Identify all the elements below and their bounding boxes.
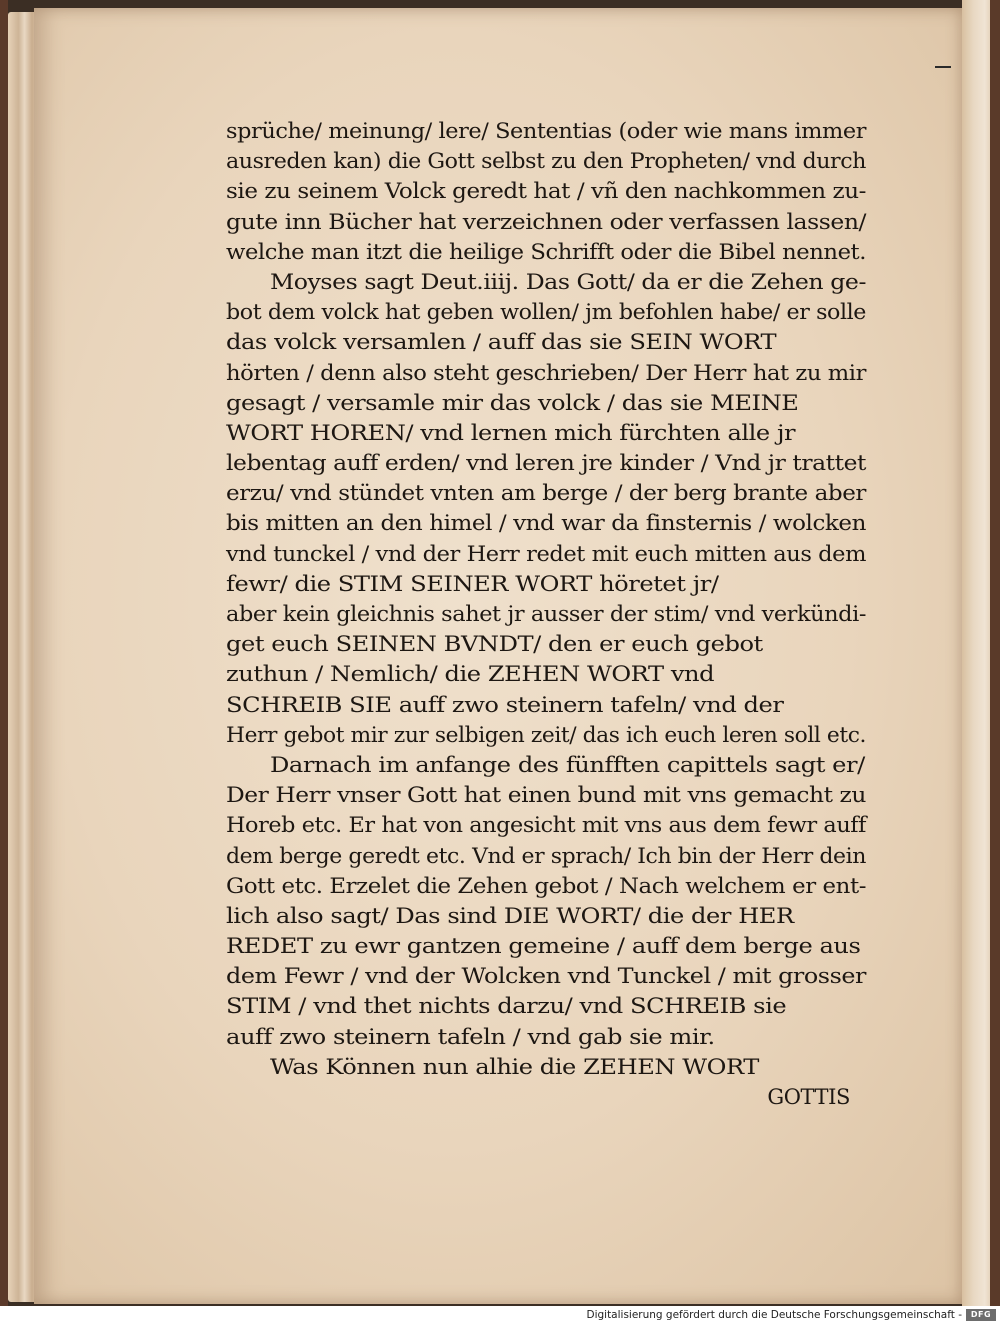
- text-line: lebentag auff erden/ vnd leren jre kinder / Vnd jr trattet: [226, 451, 866, 476]
- catch-dash: [935, 66, 951, 68]
- text-line: auff zwo steinern tafeln / vnd gab sie mir.: [226, 1024, 715, 1049]
- text-line: welche man itzt die heilige Schrifft oder die Bibel nennet.: [226, 239, 866, 264]
- text-line: SCHREIB SIE auff zwo steinern tafeln/ vnd der: [226, 692, 784, 717]
- text-line: Was Können nun alhie die ZEHEN WORT: [270, 1054, 759, 1079]
- text-line: sprüche/ meinung/ lere/ Sententias (oder wie mans immer: [226, 119, 866, 143]
- text-line: erzu/ vnd stündet vnten am berge / der berg brante aber: [226, 481, 866, 506]
- text-line: dem Fewr / vnd der Wolcken vnd Tunckel / mit grosser: [226, 964, 866, 989]
- page-text-block: [226, 116, 866, 1112]
- text-line: Darnach im anfange des fünfften capittels sagt er/: [270, 752, 865, 777]
- text-line: zuthun / Nemlich/ die ZEHEN WORT vnd: [226, 662, 715, 687]
- text-line: ausreden kan) die Gott selbst zu den Propheten/ vnd durch: [226, 149, 866, 174]
- footer-credit-text: Digitalisierung gefördert durch die Deutsche Forschungsgemeinschaft -: [586, 1309, 962, 1321]
- text-line: Moyses sagt Deut.iiij. Das Gott/ da er die Zehen ge-: [270, 269, 866, 294]
- text-line: Gott etc. Erzelet die Zehen gebot / Nach welchem er ent-: [226, 873, 866, 898]
- book-cover-edge-right: [990, 0, 1000, 1306]
- footer-bar: [0, 1306, 1000, 1325]
- text-line: aber kein gleichnis sahet jr ausser der stim/ vnd verkündi-: [226, 602, 866, 626]
- text-line: gute inn Bücher hat verzeichnen oder verfassen lassen/: [226, 209, 866, 234]
- text-line: bis mitten an den himel / vnd war da finsternis / wolcken: [226, 511, 866, 536]
- text-line: get euch SEINEN BVNDT/ den er euch gebot: [226, 632, 763, 657]
- text-line: Der Herr vnser Gott hat einen bund mit vns gemacht zu: [226, 783, 866, 808]
- text-line: bot dem volck hat geben wollen/ jm befohlen habe/ er solle: [226, 300, 866, 325]
- text-line: Horeb etc. Er hat von angesicht mit vns aus dem fewr auff: [226, 813, 866, 838]
- text-line: das volck versamlen / auff das sie SEIN WORT: [226, 330, 777, 355]
- text-line: dem berge geredt etc. Vnd er sprach/ Ich bin der Herr dein: [226, 843, 866, 868]
- text-line: sie zu seinem Volck geredt hat / vñ den nachkommen zu-: [226, 179, 866, 204]
- text-line: STIM / vnd thet nichts darzu/ vnd SCHREIB sie: [226, 994, 787, 1019]
- text-line: lich also sagt/ Das sind DIE WORT/ die der HER: [226, 903, 794, 928]
- dfg-logo: DFG: [966, 1309, 996, 1321]
- catchword: GOTTIS: [767, 1085, 850, 1109]
- text-line: gesagt / versamle mir das volck / das sie MEINE: [226, 390, 799, 415]
- book-cover-edge-left: [0, 0, 8, 1306]
- text-line: Herr gebot mir zur selbigen zeit/ das ich euch leren soll etc.: [226, 722, 866, 747]
- text-line: hörten / denn also steht geschrieben/ Der Herr hat zu mir: [226, 360, 866, 385]
- text-line: fewr/ die STIM SEINER WORT höretet jr/: [226, 571, 719, 596]
- text-line: vnd tunckel / vnd der Herr redet mit euch mitten aus dem: [226, 541, 866, 566]
- text-line: WORT HOREN/ vnd lernen mich fürchten alle jr: [226, 420, 796, 445]
- text-line: REDET zu ewr gantzen gemeine / auff dem berge aus: [226, 934, 861, 959]
